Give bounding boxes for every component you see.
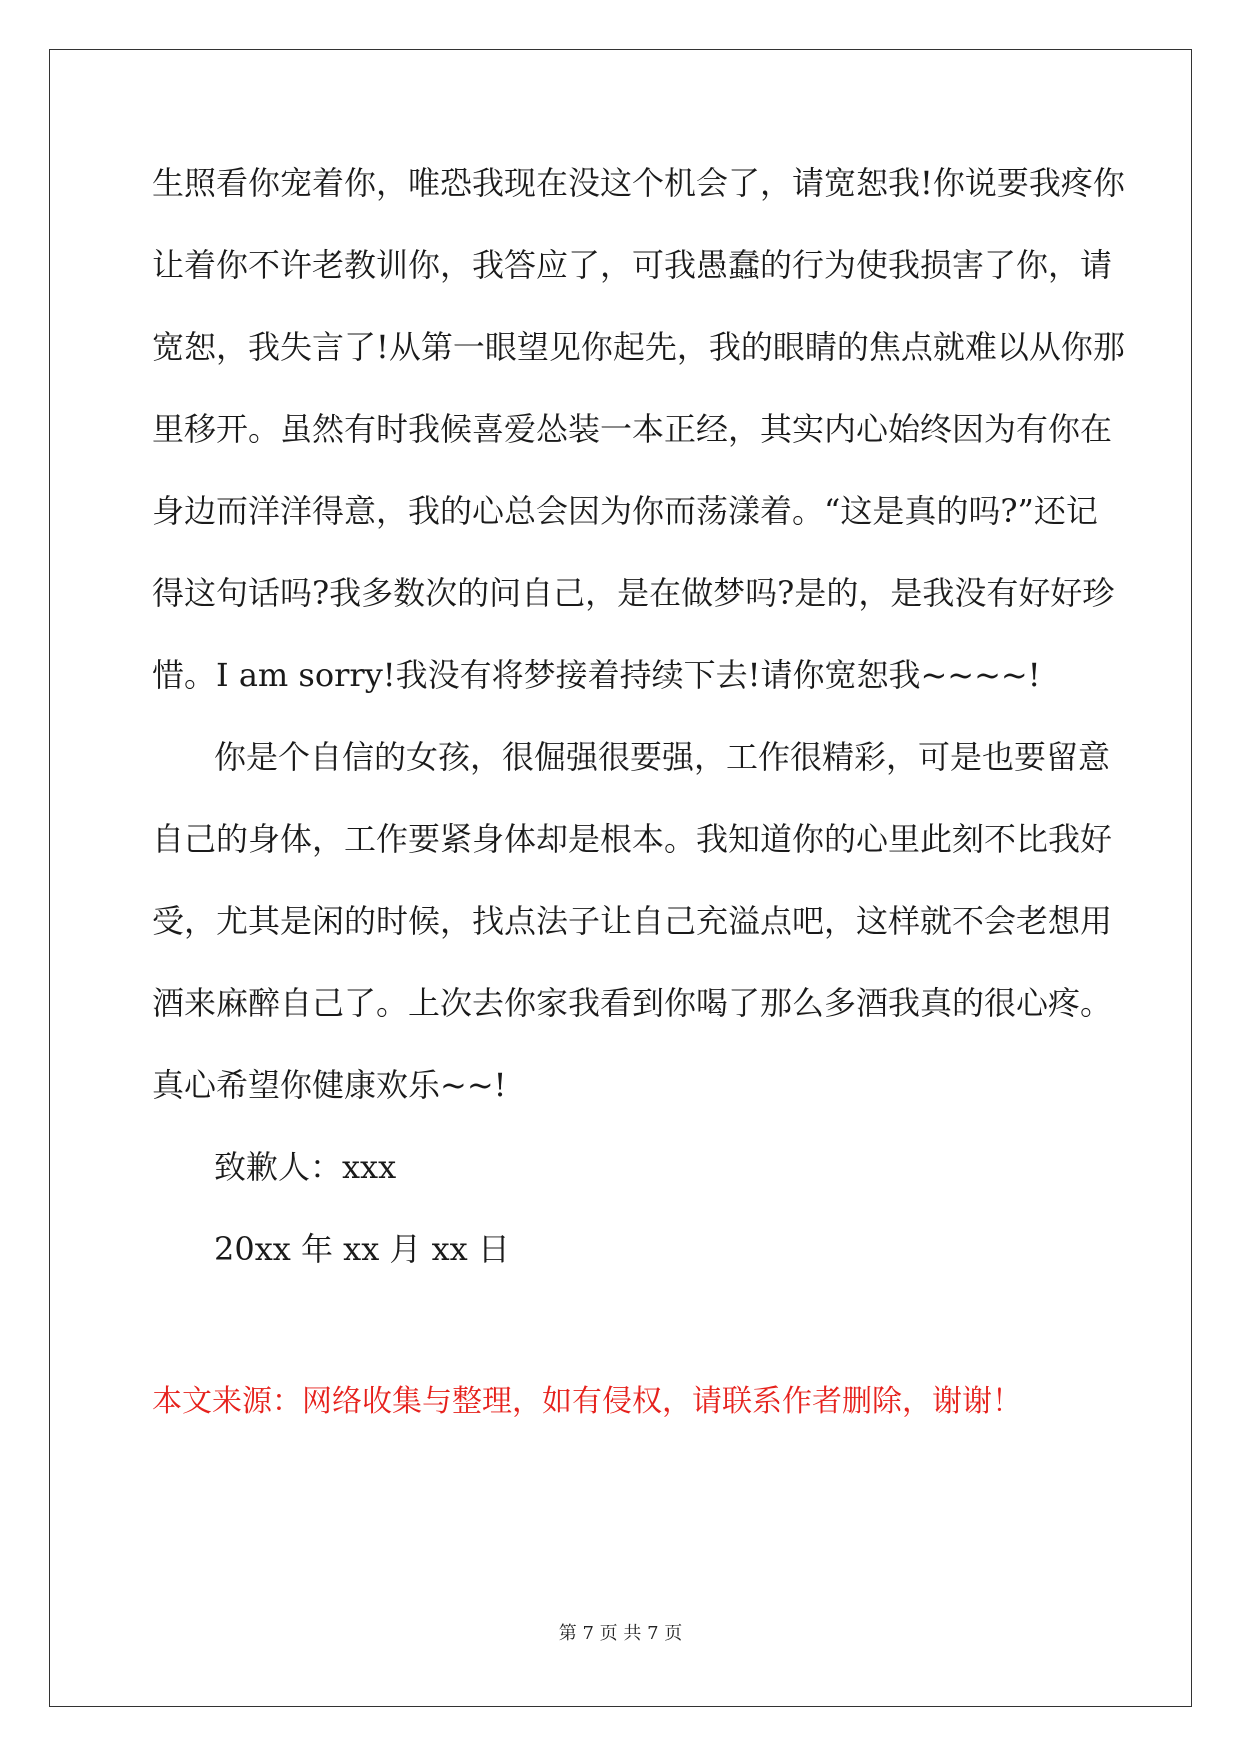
paragraph-1-line-3: 宽恕，我失言了!从第一眼望见你起先，我的眼睛的焦点就难以从你那 [152, 328, 1125, 366]
paragraph-2-line-3: 受，尤其是闲的时候，找点法子让自己充溢点吧，这样就不会老想用 [152, 902, 1113, 940]
paragraph-1-line-1: 生照看你宠着你，唯恐我现在没这个机会了，请宽恕我!你说要我疼你 [152, 164, 1125, 202]
paragraph-2-line-2: 自己的身体，工作要紧身体却是根本。我知道你的心里此刻不比我好 [152, 820, 1113, 858]
paragraph-1-line-6: 得这句话吗?我多数次的问自己，是在做梦吗?是的，是我没有好好珍 [152, 574, 1115, 612]
signature: 致歉人：xxx [214, 1148, 397, 1186]
paragraph-1-line-2: 让着你不许老教训你，我答应了，可我愚蠢的行为使我损害了你，请 [152, 246, 1113, 284]
paragraph-2-line-5: 真心希望你健康欢乐~~! [152, 1066, 507, 1104]
paragraph-1-line-4: 里移开。虽然有时我候喜爱怂装一本正经，其实内心始终因为有你在 [152, 410, 1113, 448]
page-number-footer: 第 7 页 共 7 页 [558, 1623, 683, 1644]
paragraph-2-line-1: 你是个自信的女孩，很倔强很要强，工作很精彩，可是也要留意 [214, 738, 1111, 776]
letter-body [152, 162, 1125, 1310]
source-note: 本文来源：网络收集与整理，如有侵权，请联系作者删除，谢谢！ [152, 1384, 1022, 1419]
paragraph-1-line-7: 惜。I am sorry!我没有将梦接着持续下去!请你宽恕我~~~~! [152, 656, 1041, 694]
paragraph-2-line-4: 酒来麻醉自己了。上次去你家我看到你喝了那么多酒我真的很心疼。 [152, 984, 1113, 1022]
letter-date: 20xx 年 xx 月 xx 日 [214, 1230, 510, 1268]
paragraph-1-line-5: 身边而洋洋得意，我的心总会因为你而荡漾着。“这是真的吗?”还记 [152, 492, 1098, 530]
